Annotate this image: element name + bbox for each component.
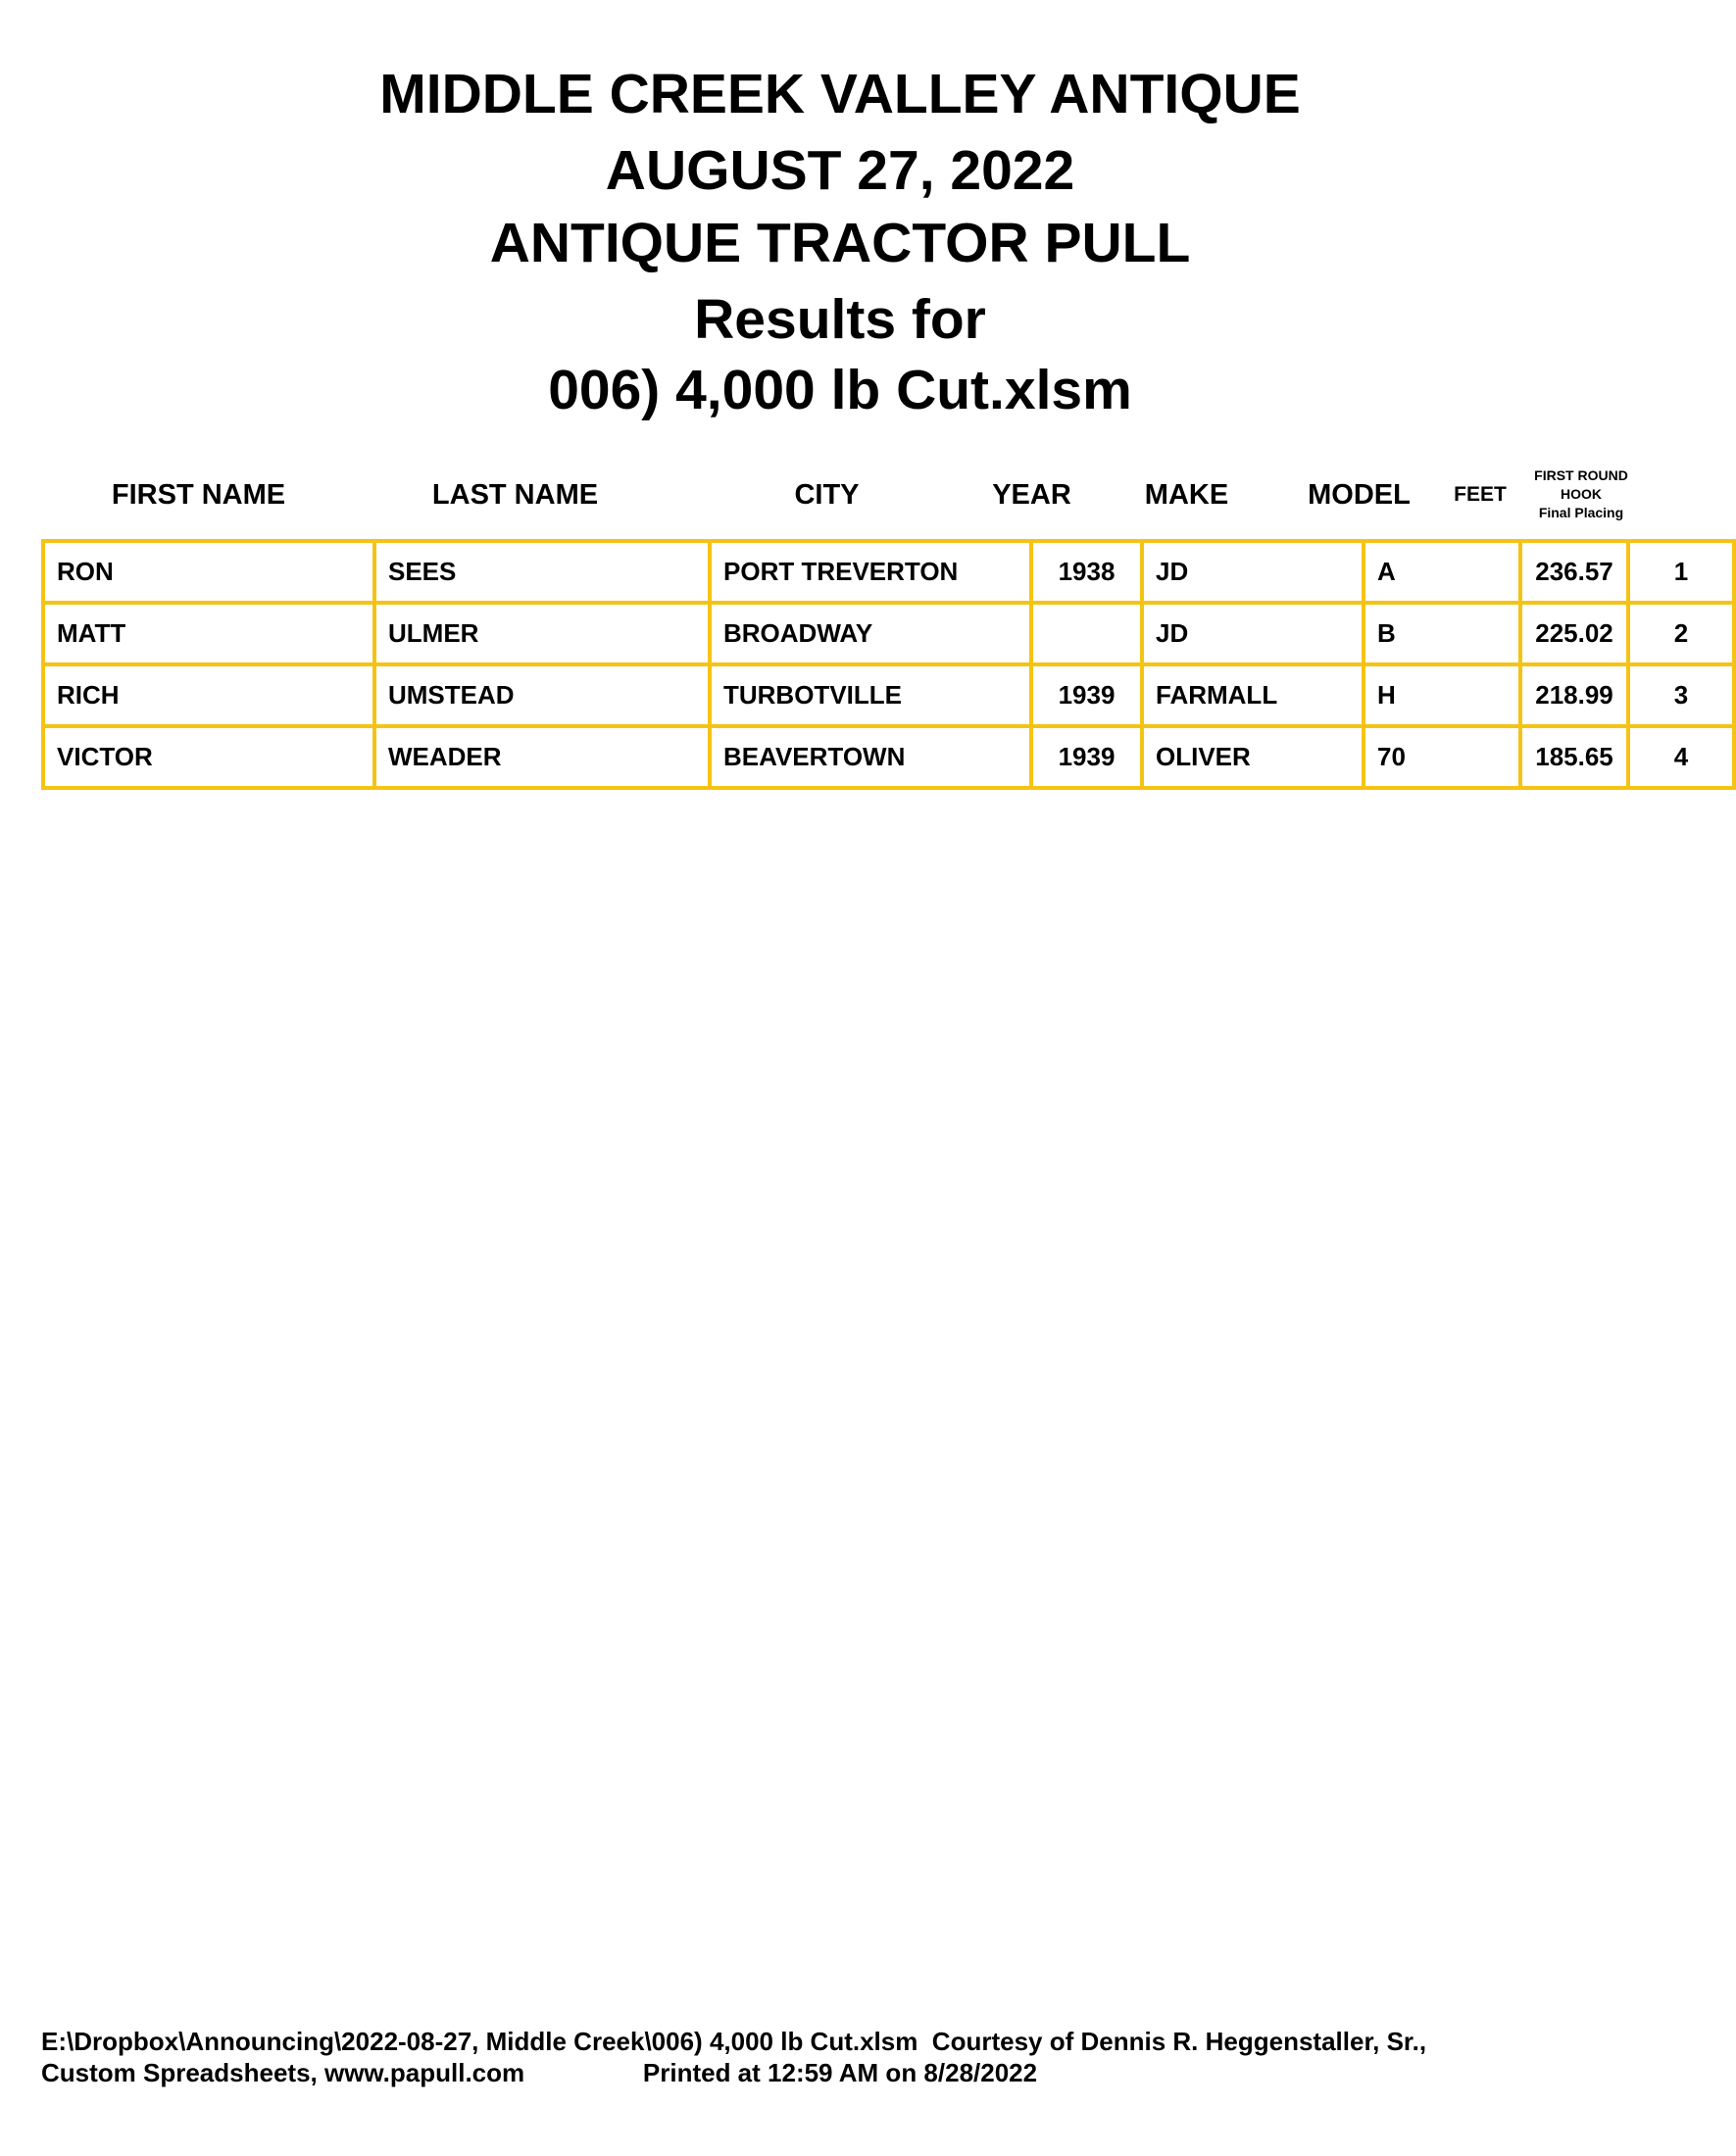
cell-city: BEAVERTOWN (710, 726, 1031, 788)
footer-file-path-line: E:\Dropbox\Announcing\2022-08-27, Middle Creek\006) 4,000 lb Cut.xlsm Courtesy of Dennis R. Heggenstaller, Sr., (41, 2027, 1427, 2056)
cell-model: A (1364, 541, 1520, 603)
cell-make: JD (1142, 541, 1364, 603)
cell-year (1031, 603, 1142, 664)
cell-year: 1939 (1031, 726, 1142, 788)
title-line-results-for: Results for (694, 288, 986, 351)
column-headers (41, 466, 1631, 521)
column-header-year: YEAR (992, 478, 1071, 511)
column-header-final-placing-line: Final Placing (1538, 505, 1624, 520)
cell-feet: 225.02 (1520, 603, 1628, 664)
cell-city: PORT TREVERTON (710, 541, 1031, 603)
column-header-first-name: FIRST NAME (111, 478, 286, 511)
results-table (41, 539, 1736, 790)
table-row (43, 603, 1734, 664)
column-header-model: MODEL (1308, 478, 1411, 511)
cell-feet: 218.99 (1520, 664, 1628, 726)
results-table-body (43, 541, 1734, 788)
cell-city: BROADWAY (710, 603, 1031, 664)
cell-last-name: ULMER (374, 603, 710, 664)
cell-last-name: WEADER (374, 726, 710, 788)
cell-feet: 185.65 (1520, 726, 1628, 788)
cell-model: B (1364, 603, 1520, 664)
column-header-last-name: LAST NAME (431, 478, 599, 511)
cell-feet: 236.57 (1520, 541, 1628, 603)
title-line-event-type: ANTIQUE TRACTOR PULL (489, 212, 1191, 274)
cell-final-placing: 4 (1628, 726, 1734, 788)
cell-first-name: MATT (43, 603, 374, 664)
column-header-city: CITY (794, 478, 860, 511)
column-header-feet: FEET (1454, 482, 1507, 506)
title-line-event: MIDDLE CREEK VALLEY ANTIQUE (379, 63, 1301, 125)
title-line-filename: 006) 4,000 lb Cut.xlsm (548, 359, 1132, 421)
title-line-date: AUGUST 27, 2022 (605, 139, 1075, 202)
cell-first-name: RICH (43, 664, 374, 726)
cell-model: 70 (1364, 726, 1520, 788)
column-header-first-round-line: FIRST ROUND (1534, 467, 1628, 483)
footer-custom-spreadsheets: Custom Spreadsheets, www.papull.com (41, 2058, 525, 2087)
cell-make: OLIVER (1142, 726, 1364, 788)
cell-last-name: UMSTEAD (374, 664, 710, 726)
footer-printed-timestamp: Printed at 12:59 AM on 8/28/2022 (642, 2058, 1038, 2087)
cell-make: JD (1142, 603, 1364, 664)
cell-model: H (1364, 664, 1520, 726)
table-row (43, 726, 1734, 788)
cell-final-placing: 1 (1628, 541, 1734, 603)
cell-make: FARMALL (1142, 664, 1364, 726)
cell-final-placing: 3 (1628, 664, 1734, 726)
cell-first-name: VICTOR (43, 726, 374, 788)
cell-city: TURBOTVILLE (710, 664, 1031, 726)
cell-year: 1938 (1031, 541, 1142, 603)
cell-last-name: SEES (374, 541, 710, 603)
column-header-first-round-hook (1531, 466, 1631, 522)
column-header-make: MAKE (1144, 478, 1229, 511)
table-row (43, 664, 1734, 726)
cell-final-placing: 2 (1628, 603, 1734, 664)
table-row (43, 541, 1734, 603)
column-header-hook-line: HOOK (1561, 486, 1602, 502)
cell-first-name: RON (43, 541, 374, 603)
cell-year: 1939 (1031, 664, 1142, 726)
